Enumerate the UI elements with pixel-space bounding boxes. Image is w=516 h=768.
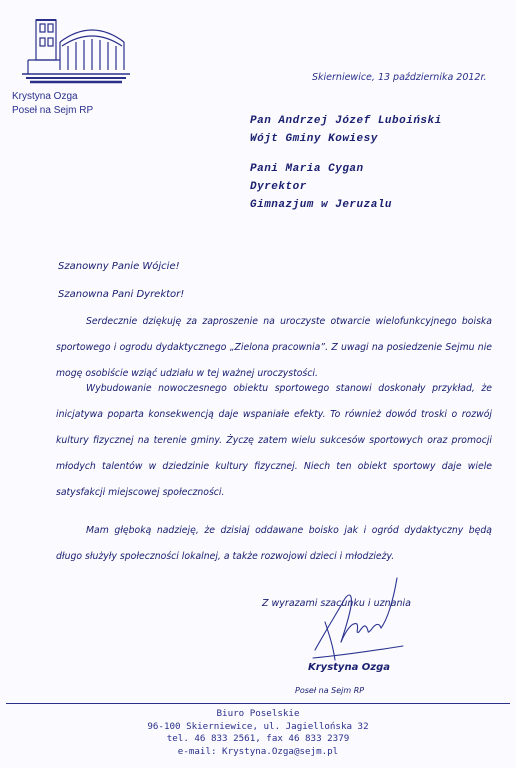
addressee-line: Pani Maria Cygan [250, 163, 364, 175]
addressee-line: Dyrektor [250, 181, 307, 193]
sejm-building-logo-icon [20, 12, 132, 86]
sender-name: Krystyna Ozga [12, 91, 78, 102]
addressee-line: Pan Andrzej Józef Luboiński [250, 115, 442, 127]
body-paragraph: Mam głęboką nadzieję, że dzisiaj oddawane boisko jak i ogród dydaktyczny będą długo służyły społeczności lokalnej, a także rozwojowi dzieci i młodzieży. [56, 525, 492, 562]
addressee-line: Gimnazjum w Jeruzalu [250, 199, 393, 211]
body-paragraph: Wybudowanie nowoczesnego obiektu sportowego stanowi doskonały przykład, że inicjatywa poparta konsekwencją daje wspaniałe efekty. To również dowód troski o rozwój kultury fizycznej na terenie gminy. Życzę zatem wielu sukcesów sportowych oraz promocji młodych talentów w dziedzinie kultury fizycznej. Niech ten obiekt sportowy daje wiele satysfakcji miejscowej społeczności. [56, 383, 492, 498]
footer-email: e-mail: Krystyna.Ozga@sejm.pl [177, 745, 339, 757]
sender-title: Poseł na Sejm RP [12, 105, 94, 116]
handwritten-signature [295, 572, 410, 667]
footer-contact [0, 708, 516, 758]
signer-title: Poseł na Sejm RP [295, 686, 365, 695]
footer-office: Biuro Poselskie [216, 708, 300, 719]
salutation: Szanowna Pani Dyrektor! [58, 289, 185, 300]
signer-name: Krystyna Ozga [308, 662, 391, 673]
addressee-line: Wójt Gminy Kowiesy [250, 133, 378, 145]
body-paragraph: Serdecznie dziękuję za zaproszenie na uroczyste otwarcie wielofunkcyjnego boiska sportowego i ogrodu dydaktycznego „Zielona pracownia”. Z uwagi na posiedzenie Sejmu nie mogę osobiście wziąć udziału w tej ważnej uroczystości. [56, 316, 492, 379]
footer-address: 96-100 Skierniewice, ul. Jagiellońska 32 [147, 720, 369, 732]
salutation: Szanowny Panie Wójcie! [58, 261, 180, 272]
closing-phrase: Z wyrazami szacunku i uznania [262, 598, 411, 609]
footer-phone: tel. 46 833 2561, fax 46 833 2379 [166, 733, 350, 744]
footer-divider [6, 703, 510, 704]
letter-date: Skierniewice, 13 października 2012r. [312, 72, 487, 83]
sender-block [12, 90, 93, 118]
